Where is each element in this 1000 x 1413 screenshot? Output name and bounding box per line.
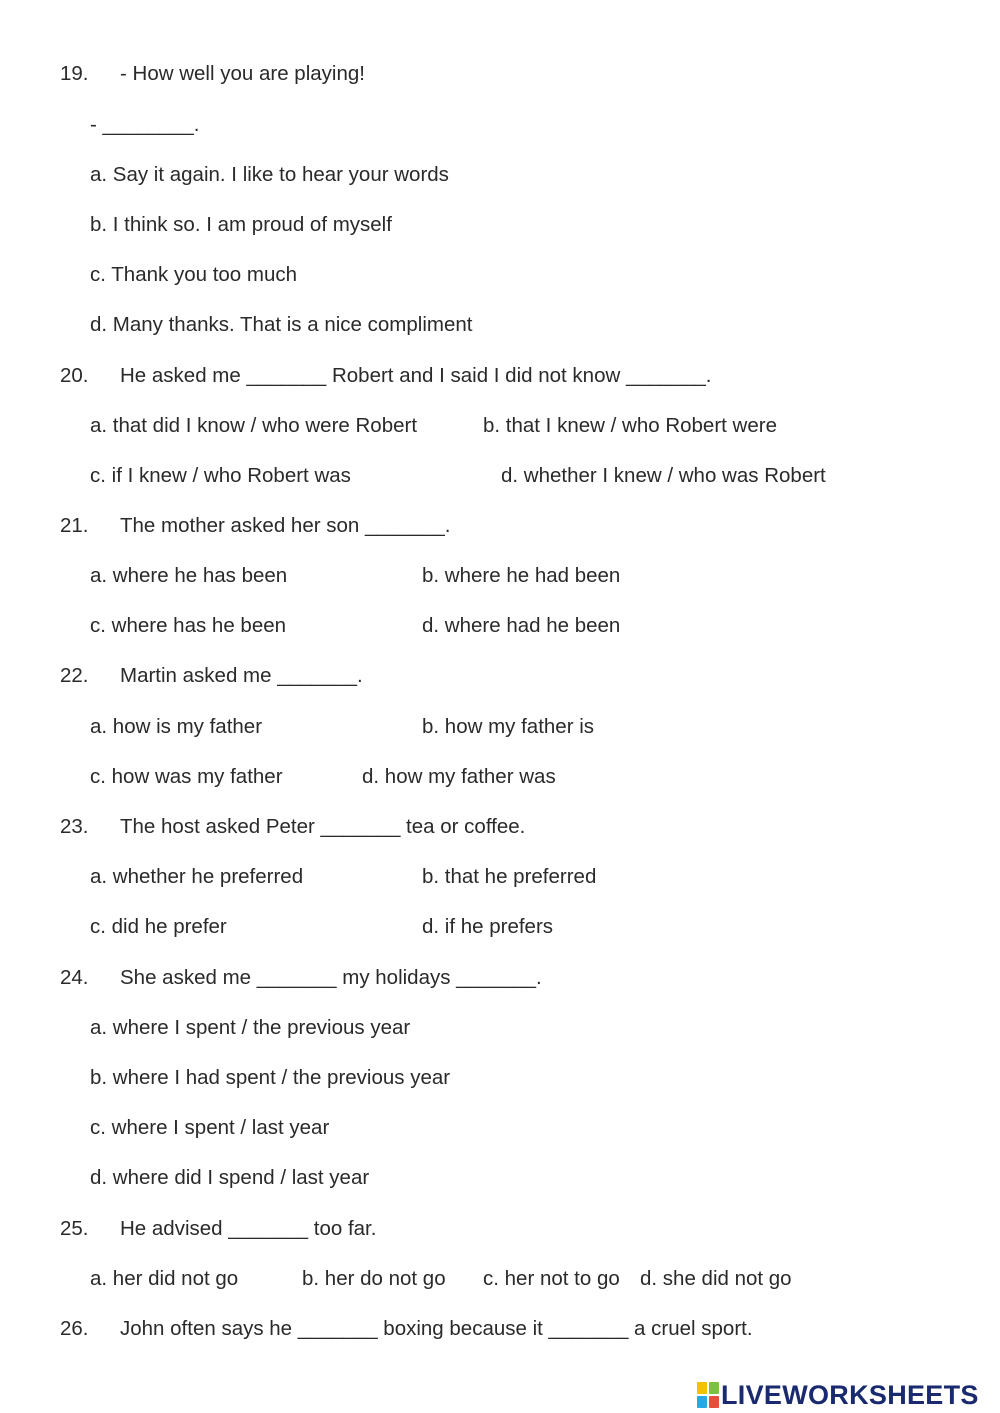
question-25-option-c: c. her not to go <box>483 1267 620 1290</box>
question-25-number: 25. <box>60 1217 89 1240</box>
question-20-option-d: d. whether I knew / who was Robert <box>501 464 826 487</box>
logo-square-blue <box>697 1396 707 1408</box>
question-19-option-d: d. Many thanks. That is a nice compliment <box>90 313 473 336</box>
question-24-option-a: a. where I spent / the previous year <box>90 1016 411 1039</box>
question-20-stem: He asked me _______ Robert and I said I did not know _______. <box>120 364 712 387</box>
question-25-option-b: b. her do not go <box>302 1267 446 1290</box>
logo-square-green <box>709 1382 719 1394</box>
question-23-number: 23. <box>60 815 89 838</box>
question-23-option-a: a. whether he preferred <box>90 865 304 888</box>
question-19-response-blank: - ________. <box>90 113 200 136</box>
liveworksheets-logo-text: LIVEWORKSHEETS <box>721 1379 979 1410</box>
question-25-option-d: d. she did not go <box>640 1267 792 1290</box>
question-21-option-c: c. where has he been <box>90 614 287 637</box>
question-22-number: 22. <box>60 664 89 687</box>
question-22-option-b: b. how my father is <box>422 715 595 738</box>
question-22-option-d: d. how my father was <box>362 765 556 788</box>
question-23-option-d: d. if he prefers <box>422 915 554 938</box>
question-22-stem: Martin asked me _______. <box>120 664 363 687</box>
question-23-option-c: c. did he prefer <box>90 915 227 938</box>
question-24-option-d: d. where did I spend / last year <box>90 1166 370 1189</box>
question-26-number: 26. <box>60 1317 89 1340</box>
liveworksheets-logo <box>697 1379 979 1411</box>
question-21-stem: The mother asked her son _______. <box>120 514 451 537</box>
logo-square-yellow <box>697 1382 707 1394</box>
question-22-option-c: c. how was my father <box>90 765 283 788</box>
question-22-option-a: a. how is my father <box>90 715 263 738</box>
question-23-stem: The host asked Peter _______ tea or coffee. <box>120 815 526 838</box>
question-20-option-c: c. if I knew / who Robert was <box>90 464 351 487</box>
liveworksheets-logo-icon <box>697 1382 719 1408</box>
question-21-option-a: a. where he has been <box>90 564 288 587</box>
question-25-option-a: a. her did not go <box>90 1267 239 1290</box>
question-24-number: 24. <box>60 966 89 989</box>
question-26-stem: John often says he _______ boxing because it _______ a cruel sport. <box>120 1317 753 1340</box>
question-24-option-b: b. where I had spent / the previous year <box>90 1066 451 1089</box>
question-19-option-c: c. Thank you too much <box>90 263 298 286</box>
question-19-stem: - How well you are playing! <box>120 62 365 85</box>
question-20-option-b: b. that I knew / who Robert were <box>483 414 777 437</box>
question-24-stem: She asked me _______ my holidays _______. <box>120 966 542 989</box>
question-19-option-a: a. Say it again. I like to hear your words <box>90 163 449 186</box>
question-21-option-b: b. where he had been <box>422 564 621 587</box>
question-21-option-d: d. where had he been <box>422 614 621 637</box>
question-25-stem: He advised _______ too far. <box>120 1217 377 1240</box>
question-20-option-a: a. that did I know / who were Robert <box>90 414 418 437</box>
question-23-option-b: b. that he preferred <box>422 865 597 888</box>
question-24-option-c: c. where I spent / last year <box>90 1116 330 1139</box>
question-19-option-b: b. I think so. I am proud of myself <box>90 213 392 236</box>
question-20-number: 20. <box>60 364 89 387</box>
logo-square-red <box>709 1396 719 1408</box>
question-19-number: 19. <box>60 62 89 85</box>
question-21-number: 21. <box>60 514 89 537</box>
